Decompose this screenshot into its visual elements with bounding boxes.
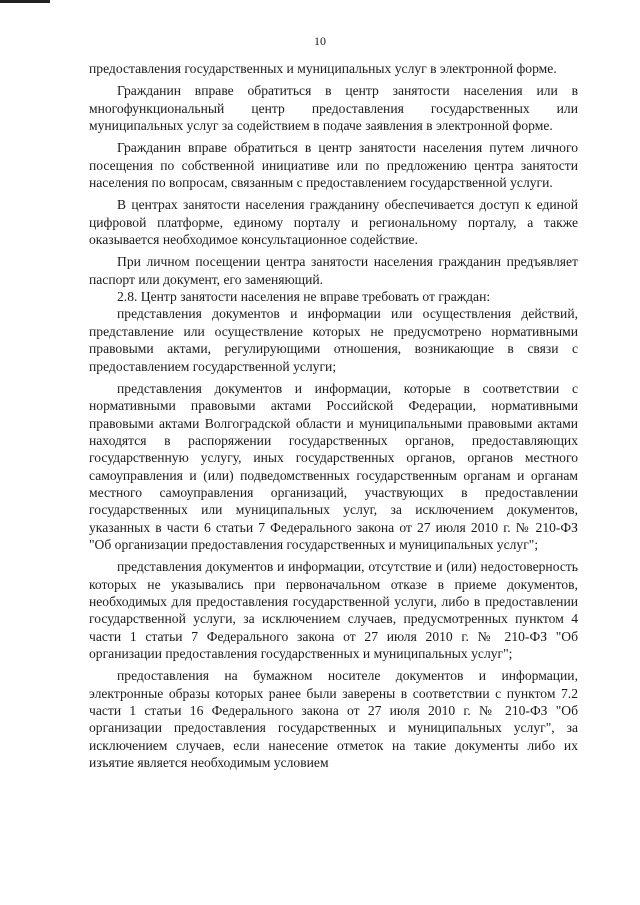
- scan-corner-mark: [0, 0, 50, 3]
- paragraph-4: В центрах занятости населения гражданину обеспечивается доступ к единой цифровой платформе, единому порталу и региональному порталу, а также оказывается необходимое консультационное содействие.: [89, 197, 578, 248]
- paragraph-5: При личном посещении центра занятости населения гражданин предъявляет паспорт или документ, его заменяющий.: [89, 254, 578, 287]
- paragraph-section-2-8: 2.8. Центр занятости населения не вправе требовать от граждан:: [117, 289, 491, 305]
- document-body: [89, 60, 578, 771]
- paragraph-item-2: представления документов и информации, которые в соответствии с нормативными правовыми актами Российской Федерации, нормативными правовыми актами Волгоградской области и муниципальными правовыми актами находятся в распоряжении государственных органов, предоставляющих государственную услугу, иных государственных органов, органов местного самоуправления и (или) подведомственных государственным органам и органам местного самоуправления организаций, участвующих в предоставлении государственных или муниципальных услуг, за исключением документов, указанных в части 6 статьи 7 Федерального закона от 27 июля 2010 г. № 210-ФЗ "Об организации предоставления государственных и муниципальных услуг";: [89, 380, 578, 552]
- paragraph-1: предоставления государственных и муниципальных услуг в электронной форме.: [89, 61, 557, 76]
- paragraph-item-3: представления документов и информации, отсутствие и (или) недостоверность которых не указывались при первоначальном отказе в приеме документов, необходимых для предоставления государственной услуги, либо в предоставлении государственной услуги, за исключением случаев, предусмотренных пунктом 4 части 1 статьи 7 Федерального закона от 27 июля 2010 г. № 210-ФЗ "Об организации предоставления государственных и муниципальных услуг";: [89, 559, 578, 661]
- paragraph-2: Гражданин вправе обратиться в центр занятости населения или в многофункциональный центр предоставления государственных или муниципальных услуг за содействием в подаче заявления в электронной форме.: [89, 83, 578, 134]
- paragraph-item-1: представления документов и информации или осуществления действий, представление или осуществление которых не предусмотрено нормативными правовыми актами, регулирующими отношения, возникающие в связи с предоставлением государственной услуги;: [89, 306, 578, 374]
- page-number: 10: [314, 34, 326, 48]
- paragraph-item-4: предоставления на бумажном носителе документов и информации, электронные образы которых ранее были заверены в соответствии с пунктом 7.2 части 1 статьи 16 Федерального закона от 27 июля 2010 г. № 210-ФЗ "Об организации предоставления государственных и муниципальных услуг", за исключением случаев, если нанесение отметок на такие документы либо их изъятие является необходимым условием: [89, 668, 578, 771]
- paragraph-3: Гражданин вправе обратиться в центр занятости населения путем личного посещения по собственной инициативе или по предложению центра занятости населения по вопросам, связанным с предоставлением государственной услуги.: [89, 140, 578, 191]
